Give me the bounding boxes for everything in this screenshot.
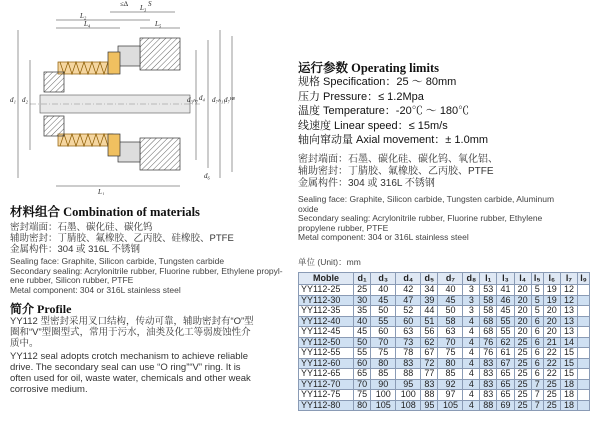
col-header: l₅ bbox=[531, 273, 543, 285]
dimension-cell: 22 bbox=[543, 358, 560, 369]
dimension-cell: 4 bbox=[463, 316, 480, 327]
profile-cn: YY112 型密封采用叉口结构，传动可靠，辅助密封有“O”型 圈和“V”型圈型式，常用于污水，油类及化工等弱废蚀性介 质中。 bbox=[10, 316, 254, 349]
dimension-cell: 68 bbox=[480, 327, 497, 338]
dimension-cell: 13 bbox=[560, 306, 577, 317]
dimension-cell: 88 bbox=[396, 369, 421, 380]
dimension-cell: 80 bbox=[354, 400, 371, 411]
dimensions-table bbox=[298, 272, 590, 411]
dimension-cell: 50 bbox=[371, 306, 396, 317]
dimension-cell: 21 bbox=[543, 337, 560, 348]
empty-cell bbox=[578, 400, 590, 411]
dimension-cell: 25 bbox=[514, 337, 531, 348]
dimension-cell: 3 bbox=[463, 306, 480, 317]
dimension-cell: 63 bbox=[438, 327, 463, 338]
dimension-cell: 65 bbox=[497, 369, 514, 380]
col-header: d₈ bbox=[463, 273, 480, 285]
dimension-cell: 25 bbox=[514, 400, 531, 411]
dimension-cell: 25 bbox=[514, 369, 531, 380]
dimension-cell: 3 bbox=[463, 295, 480, 306]
dimension-cell: 15 bbox=[560, 348, 577, 359]
dimension-cell: 55 bbox=[497, 327, 514, 338]
dimension-cell: 83 bbox=[396, 358, 421, 369]
dimension-cell: 4 bbox=[463, 369, 480, 380]
dimension-cell: 105 bbox=[438, 400, 463, 411]
dimension-cell: 80 bbox=[371, 358, 396, 369]
dimension-cell: 55 bbox=[371, 316, 396, 327]
label-L4: L₄ bbox=[84, 20, 91, 28]
label-d2: d₂ bbox=[22, 96, 28, 104]
table-row bbox=[299, 358, 590, 369]
limit-temperature: 温度 Temperature：-20℃ ～ 180℃ bbox=[298, 105, 470, 117]
dimension-cell: 61 bbox=[497, 348, 514, 359]
empty-cell bbox=[578, 379, 590, 390]
dimension-cell: 60 bbox=[354, 358, 371, 369]
table-row bbox=[299, 379, 590, 390]
dimension-cell: 70 bbox=[438, 337, 463, 348]
dimension-cell: 72 bbox=[421, 358, 438, 369]
empty-cell bbox=[578, 306, 590, 317]
housing-upper bbox=[140, 38, 180, 70]
dimension-cell: 70 bbox=[371, 337, 396, 348]
dimension-cell: 25 bbox=[354, 285, 371, 296]
dimension-cell: 95 bbox=[396, 379, 421, 390]
dimension-cell: 4 bbox=[463, 327, 480, 338]
dimension-cell: 13 bbox=[560, 316, 577, 327]
dimension-cell: 22 bbox=[543, 369, 560, 380]
dimension-cell: 40 bbox=[371, 285, 396, 296]
dimension-cell: 4 bbox=[463, 400, 480, 411]
dimension-cell: 52 bbox=[396, 306, 421, 317]
dimension-cell: 50 bbox=[438, 306, 463, 317]
materials-en: Sealing face: Graphite, Silicon carbide, Tungsten carbide Secondary sealing: Acrylonitrile rubber, Fluorine rubber, Ethylene propyl- ene rubber, Silicon rubber, PTFE Metal component: 304 or 316L stainless steel bbox=[10, 256, 283, 295]
col-header: l₇ bbox=[560, 273, 577, 285]
dimension-cell: 100 bbox=[396, 390, 421, 401]
dimension-cell: 60 bbox=[371, 327, 396, 338]
dimension-cell: 3 bbox=[463, 285, 480, 296]
table-body bbox=[299, 285, 590, 411]
dimension-cell: 34 bbox=[421, 285, 438, 296]
dimension-cell: 18 bbox=[560, 400, 577, 411]
label-L2: L₂ bbox=[80, 12, 87, 20]
table-row bbox=[299, 369, 590, 380]
model-cell: YY112-75 bbox=[299, 390, 354, 401]
dimension-cell: 56 bbox=[421, 327, 438, 338]
dimension-cell: 6 bbox=[531, 348, 543, 359]
dimension-cell: 13 bbox=[560, 327, 577, 338]
dimension-cell: 6 bbox=[531, 358, 543, 369]
col-header: l₃ bbox=[497, 273, 514, 285]
limit-spec: 规格 Specification：25 ～ 80mm bbox=[298, 76, 457, 88]
empty-cell bbox=[578, 327, 590, 338]
limit-pressure: 压力 Pressure：≤ 1.2Mpa bbox=[298, 90, 424, 103]
collar-upper bbox=[44, 72, 64, 92]
empty-cell bbox=[578, 316, 590, 327]
model-cell: YY112-60 bbox=[299, 358, 354, 369]
dimension-cell: 39 bbox=[421, 295, 438, 306]
dimension-cell: 4 bbox=[463, 348, 480, 359]
model-cell: YY112-50 bbox=[299, 337, 354, 348]
dimension-cell: 60 bbox=[396, 316, 421, 327]
housing-lower bbox=[140, 138, 180, 170]
dimension-cell: 83 bbox=[480, 390, 497, 401]
dimension-cell: 73 bbox=[396, 337, 421, 348]
dimension-cell: 63 bbox=[396, 327, 421, 338]
col-header: d₄ bbox=[396, 273, 421, 285]
dimension-cell: 50 bbox=[354, 337, 371, 348]
dimension-cell: 88 bbox=[421, 390, 438, 401]
dimension-cell: 25 bbox=[543, 390, 560, 401]
dimension-cell: 20 bbox=[514, 285, 531, 296]
unit-label: 单位 (Unit)：mm bbox=[298, 257, 361, 267]
col-header: Moble bbox=[299, 273, 354, 285]
face-upper bbox=[108, 52, 120, 74]
materials-cn: 密封端面：石墨、碳化硅、碳化钨 辅助密封：丁腈胶、氟橡胶、乙丙胶、硅橡胶、PTFE 金属构件：304 或 316L 不锈钢 bbox=[10, 222, 234, 255]
dimension-cell: 53 bbox=[480, 285, 497, 296]
dimension-cell: 58 bbox=[438, 316, 463, 327]
limits-materials-cn: 密封端面：石墨、碳化硅、碳化钨、氧化铝、 辅助密封：丁腈胶、氟橡胶、乙丙胶、PTFE 金属构件：304 或 316L 不锈钢 bbox=[298, 154, 498, 189]
dimension-cell: 4 bbox=[463, 379, 480, 390]
dimension-cell: 5 bbox=[531, 295, 543, 306]
dimension-cell: 12 bbox=[560, 285, 577, 296]
model-cell: YY112-30 bbox=[299, 295, 354, 306]
dimension-cell: 83 bbox=[480, 369, 497, 380]
dimension-cell: 45 bbox=[354, 327, 371, 338]
model-cell: YY112-65 bbox=[299, 369, 354, 380]
profile-en: YY112 seal adopts crotch mechanism to achieve reliable drive. The secondary seal can use “O ring”“V” ring. It is often used for oil, waste water, chemicals and other weak corrosive medium. bbox=[10, 351, 251, 395]
dimension-cell: 85 bbox=[371, 369, 396, 380]
dimension-cell: 14 bbox=[560, 337, 577, 348]
dimension-cell: 88 bbox=[480, 400, 497, 411]
seat-upper bbox=[118, 46, 140, 66]
dimension-cell: 7 bbox=[531, 379, 543, 390]
dimension-cell: 68 bbox=[480, 316, 497, 327]
label-d5: d₇ₕ₁₁ bbox=[212, 96, 226, 104]
dimension-cell: 40 bbox=[438, 285, 463, 296]
dimension-cell: 62 bbox=[421, 337, 438, 348]
dimension-cell: 108 bbox=[396, 400, 421, 411]
dimension-cell: 67 bbox=[421, 348, 438, 359]
dimension-cell: 40 bbox=[354, 316, 371, 327]
table-row bbox=[299, 285, 590, 296]
dimension-cell: 20 bbox=[514, 327, 531, 338]
dimension-cell: 25 bbox=[514, 390, 531, 401]
col-header: d₁ bbox=[354, 273, 371, 285]
dimension-cell: 35 bbox=[354, 306, 371, 317]
dimension-cell: 6 bbox=[531, 327, 543, 338]
dimension-cell: 6 bbox=[531, 337, 543, 348]
dimension-cell: 92 bbox=[438, 379, 463, 390]
dimension-cell: 65 bbox=[497, 390, 514, 401]
face-lower bbox=[108, 134, 120, 156]
dimension-cell: 85 bbox=[438, 369, 463, 380]
dimension-cell: 18 bbox=[560, 390, 577, 401]
limits-materials-en: Sealing face: Graphite, Silicon carbide, Tungsten carbide, Aluminum oxide Secondary sealing: Acrylonitrile rubber, Fluorine rubber, Ethylene propylene rubber, PTFE Metal component: 304 or 316L stainless steel bbox=[298, 194, 555, 242]
dimension-cell: 15 bbox=[560, 369, 577, 380]
dimension-cell: 80 bbox=[438, 358, 463, 369]
label-d1: d₁ bbox=[10, 96, 16, 104]
dimension-cell: 45 bbox=[497, 306, 514, 317]
dimension-cell: 65 bbox=[354, 369, 371, 380]
empty-cell bbox=[578, 295, 590, 306]
dimension-cell: 51 bbox=[421, 316, 438, 327]
label-S: S bbox=[148, 0, 152, 8]
dimension-cell: 67 bbox=[497, 358, 514, 369]
dimension-cell: 25 bbox=[514, 379, 531, 390]
col-header: l₁ bbox=[480, 273, 497, 285]
table-row bbox=[299, 337, 590, 348]
limit-axial: 轴向窜动量 Axial movement：± 1.0mm bbox=[298, 134, 489, 146]
dimension-cell: 19 bbox=[543, 295, 560, 306]
dimension-cell: 45 bbox=[438, 295, 463, 306]
seal-cross-section-drawing bbox=[0, 0, 255, 195]
table-row bbox=[299, 327, 590, 338]
dimension-cell: 47 bbox=[396, 295, 421, 306]
dimension-cell: 76 bbox=[480, 337, 497, 348]
label-d7: d₇ᴴ⁸ bbox=[224, 96, 235, 104]
dimension-cell: 95 bbox=[421, 400, 438, 411]
dimension-cell: 70 bbox=[354, 379, 371, 390]
profile-title: 简介 Profile bbox=[10, 302, 72, 316]
empty-cell bbox=[578, 337, 590, 348]
dimension-cell: 58 bbox=[480, 295, 497, 306]
dimension-cell: 20 bbox=[514, 306, 531, 317]
dimension-cell: 19 bbox=[543, 285, 560, 296]
dimension-cell: 105 bbox=[371, 400, 396, 411]
dimension-cell: 75 bbox=[438, 348, 463, 359]
model-cell: YY112-45 bbox=[299, 327, 354, 338]
dimension-cell: 83 bbox=[480, 358, 497, 369]
dimension-cell: 6 bbox=[531, 316, 543, 327]
dimension-cell: 46 bbox=[497, 295, 514, 306]
dimension-cell: 83 bbox=[480, 379, 497, 390]
dimension-cell: 44 bbox=[421, 306, 438, 317]
dimension-cell: 41 bbox=[497, 285, 514, 296]
dimension-cell: 25 bbox=[543, 379, 560, 390]
model-cell: YY112-80 bbox=[299, 400, 354, 411]
dimension-cell: 78 bbox=[396, 348, 421, 359]
dimension-cell: 76 bbox=[480, 348, 497, 359]
limit-speed: 线速度 Linear speed：≤ 15m/s bbox=[298, 119, 448, 132]
label-L3: L₃ bbox=[140, 4, 147, 12]
col-header: d₃ bbox=[371, 273, 396, 285]
model-cell: YY112-25 bbox=[299, 285, 354, 296]
col-header: d₅ bbox=[421, 273, 438, 285]
seat-lower bbox=[118, 142, 140, 162]
dimension-cell: 20 bbox=[543, 306, 560, 317]
label-d6: d₆ bbox=[204, 172, 210, 180]
operating-limits-list bbox=[298, 75, 488, 148]
model-cell: YY112-55 bbox=[299, 348, 354, 359]
dimension-cell: 100 bbox=[371, 390, 396, 401]
dimension-cell: 20 bbox=[543, 327, 560, 338]
dimension-cell: 55 bbox=[354, 348, 371, 359]
table-row bbox=[299, 400, 590, 411]
dimension-cell: 65 bbox=[497, 379, 514, 390]
collar-lower bbox=[44, 116, 64, 136]
dimension-cell: 25 bbox=[543, 400, 560, 411]
dimension-cell: 77 bbox=[421, 369, 438, 380]
dimension-cell: 75 bbox=[354, 390, 371, 401]
dimension-cell: 7 bbox=[531, 390, 543, 401]
col-header: l₆ bbox=[543, 273, 560, 285]
dimension-cell: 55 bbox=[497, 316, 514, 327]
dimension-cell: 20 bbox=[514, 295, 531, 306]
empty-cell bbox=[578, 369, 590, 380]
dimension-cell: 42 bbox=[396, 285, 421, 296]
dimension-cell: 45 bbox=[371, 295, 396, 306]
empty-cell bbox=[578, 390, 590, 401]
dimension-cell: 90 bbox=[371, 379, 396, 390]
dimension-cell: 25 bbox=[514, 358, 531, 369]
dimension-cell: 75 bbox=[371, 348, 396, 359]
table-row bbox=[299, 295, 590, 306]
label-delta: ≤∆ bbox=[120, 0, 129, 8]
col-header: l₉ bbox=[578, 273, 590, 285]
label-L1: L₁ bbox=[98, 188, 105, 195]
dimension-cell: 58 bbox=[480, 306, 497, 317]
materials-title: 材料组合 Combination of materials bbox=[10, 205, 200, 219]
model-cell: YY112-70 bbox=[299, 379, 354, 390]
label-L5: L₅ bbox=[155, 20, 162, 28]
table-row bbox=[299, 306, 590, 317]
dimension-cell: 97 bbox=[438, 390, 463, 401]
dimension-cell: 15 bbox=[560, 358, 577, 369]
dimension-cell: 22 bbox=[543, 348, 560, 359]
dimension-cell: 18 bbox=[560, 379, 577, 390]
operating-limits-title: 运行参数 Operating limits bbox=[298, 61, 439, 75]
dimension-cell: 30 bbox=[354, 295, 371, 306]
empty-cell bbox=[578, 358, 590, 369]
model-cell: YY112-35 bbox=[299, 306, 354, 317]
table-header-row bbox=[299, 273, 590, 285]
table-row bbox=[299, 390, 590, 401]
dimension-cell: 7 bbox=[531, 400, 543, 411]
col-header: d₇ bbox=[438, 273, 463, 285]
dimension-cell: 6 bbox=[531, 369, 543, 380]
dimension-cell: 83 bbox=[421, 379, 438, 390]
table-row bbox=[299, 316, 590, 327]
dimension-cell: 5 bbox=[531, 285, 543, 296]
dimension-cell: 4 bbox=[463, 390, 480, 401]
empty-cell bbox=[578, 285, 590, 296]
dimension-cell: 62 bbox=[497, 337, 514, 348]
dimension-cell: 4 bbox=[463, 358, 480, 369]
label-d4: d₄ bbox=[199, 94, 205, 102]
dimension-cell: 5 bbox=[531, 306, 543, 317]
model-cell: YY112-40 bbox=[299, 316, 354, 327]
dimension-cell: 12 bbox=[560, 295, 577, 306]
col-header: l₄ bbox=[514, 273, 531, 285]
label-d3: d₃ₕ₇ bbox=[187, 96, 199, 104]
dimension-cell: 25 bbox=[514, 348, 531, 359]
dimension-cell: 4 bbox=[463, 337, 480, 348]
empty-cell bbox=[578, 348, 590, 359]
dimension-cell: 20 bbox=[514, 316, 531, 327]
dimension-cell: 20 bbox=[543, 316, 560, 327]
dimension-cell: 69 bbox=[497, 400, 514, 411]
table-row bbox=[299, 348, 590, 359]
